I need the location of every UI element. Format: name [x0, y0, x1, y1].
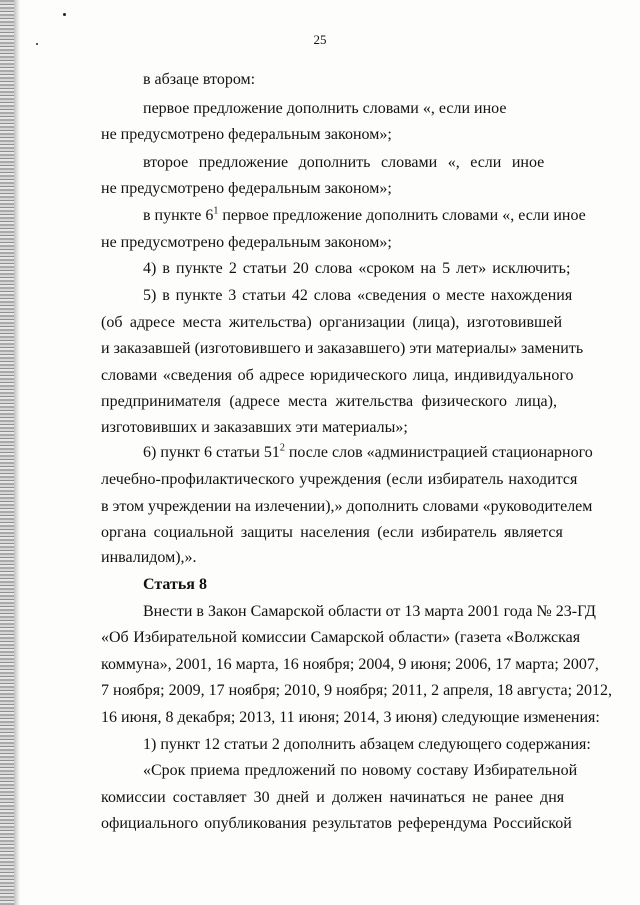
scan-edge-shadow [0, 0, 14, 905]
scan-edge-gradient [14, 0, 20, 905]
text-line: инвалидом),». [101, 549, 197, 566]
text-line: 7 ноября; 2009, 17 ноября; 2010, 9 ноября; 2011, 2 апреля, 18 августа; 2012, [101, 682, 613, 699]
page-number: 25 [313, 32, 327, 47]
text-line: «Срок приема предложений по новому составу Избирательной [143, 762, 578, 779]
text-line: не предусмотрено федеральным законом»; [101, 180, 392, 197]
text-line: коммуна», 2001, 16 марта, 16 ноября; 2004, 9 июня; 2006, 17 марта; 2007, [101, 656, 599, 673]
text-line: комиссии составляет 30 дней и должен начинаться не ранее дня [101, 789, 565, 806]
text-line: «Об Избирательной комиссии Самарской области» (газета «Волжская [101, 629, 581, 646]
text-line: первое предложение дополнить словами «, если иное [143, 100, 507, 117]
text-line: не предусмотрено федеральным законом»; [101, 126, 392, 143]
text-line: в абзаце втором: [143, 71, 256, 88]
text-line: 6) пункт 6 статьи $51^2$ после слов «администрацией стационарного [143, 442, 593, 461]
article-heading: Статья 8 [143, 576, 207, 593]
text-line: 5) в пункте 3 статьи 42 слова «сведения о месте нахождения [143, 287, 573, 304]
text-line: 4) в пункте 2 статьи 20 слова «сроком на 5 лет» исключить; [143, 260, 571, 277]
text-line: предпринимателя (адресе места жительства физического лица), [101, 393, 557, 410]
superscript: 1 [213, 205, 219, 217]
text-line: лечебно-профилактического учреждения (если избиратель находится [101, 471, 578, 488]
text-line: 1) пункт 12 статьи 2 дополнить абзацем следующего содержания: [143, 736, 591, 753]
text-line: и заказавшей (изготовившего и заказавшего) эти материалы» заменить [101, 340, 584, 357]
superscript: 2 [279, 442, 285, 454]
text-line: 16 июня, 8 декабря; 2013, 11 июня; 2014, 3 июня) следующие изменения: [101, 709, 600, 726]
text-line: второе предложение дополнить словами «, если иное [143, 154, 545, 171]
scan-speck [63, 13, 66, 16]
text-line: органа социальной защиты населения (если избиратель является [101, 524, 563, 541]
text-line: в этом учреждении на излечении),» дополнить словами «руководителем [101, 498, 593, 515]
text-line: изготовивших и заказавших эти материалы»; [101, 419, 408, 436]
text-line: (об адресе места жительства) организации (лица), изготовившей [101, 314, 563, 331]
text-line: не предусмотрено федеральным законом»; [101, 234, 392, 251]
text-line: Внести в Закон Самарской области от 13 марта 2001 года № 23-ГД [143, 603, 596, 620]
text-line: официального опубликования результатов референдума Российской [101, 815, 572, 832]
text-line: в пункте $6^1$ первое предложение дополнить словами «, если иное [143, 205, 586, 224]
text-line: словами «сведения об адресе юридического лица, индивидуального [101, 367, 574, 384]
